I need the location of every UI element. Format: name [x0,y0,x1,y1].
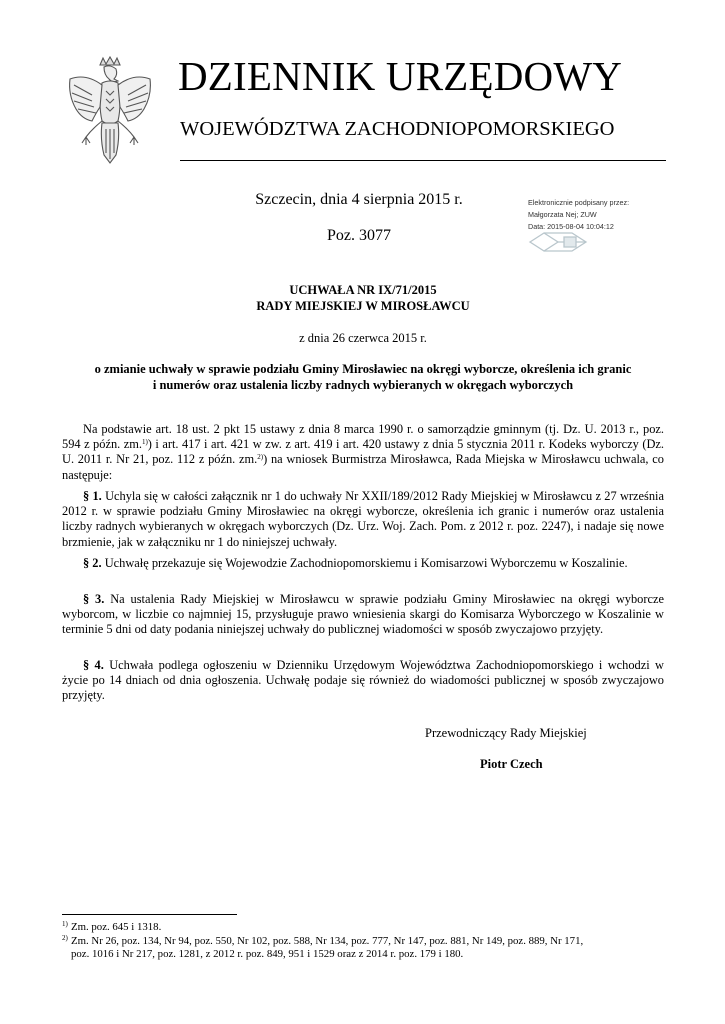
section-2-paragraph [62,556,664,571]
footnote-2-text-line-1: Zm. Nr 26, poz. 134, Nr 94, poz. 550, Nr 102, poz. 588, Nr 134, poz. 777, Nr 147, poz. 881, Nr 149, poz. 889, Nr 171, [71,935,584,947]
resolution-date: z dnia 26 czerwca 2015 r. [299,331,427,345]
footnote-rule [62,914,237,915]
section-4-paragraph [62,658,664,704]
electronic-signature [528,197,678,233]
section-2-label: § 2. [83,556,102,570]
preamble-text-a: Na podstawie art. 18 ust. 2 pkt 15 ustawy z dnia 8 marca 1990 r. o samorządzie gminnym (tj. Dz. U. 2013 r., poz. 594 z późn. zm. [62,422,664,452]
signature-line-2: Małgorzata Nej; ZUW [528,210,597,219]
polish-eagle-emblem-icon [62,55,158,167]
place-date: Szczecin, dnia 4 sierpnia 2015 r. [255,191,463,208]
footnote-ref-2[interactable]: 2) [257,453,264,462]
footnote-ref-1[interactable]: 1) [141,438,148,447]
signature-line-3: Data: 2015-08-04 10:04:12 [528,222,614,231]
footnote-1: $^{1)}$ Zm. poz. 645 i 1318. [62,920,162,933]
resolution-number: UCHWAŁA NR IX/71/2015 [289,283,437,297]
preamble-text-b: ) i art. 417 i art. 421 w zw. z art. 419 i art. 420 ustawy z dnia 5 stycznia 2011 r. Kodeks wyborczy (Dz. U. 2011 r. Nr 21, poz. 112 z późn. zm. [62,437,664,467]
preamble-text-c: ) na wniosek Burmistrza Mirosławca, Rada Miejska w Mirosławcu uchwala, co następuje: [62,452,664,482]
position-number: Poz. 3077 [327,227,391,244]
resolution-title [62,282,664,314]
section-1-paragraph [62,489,664,550]
section-2-text: Uchwałę przekazuje się Wojewodzie Zachodniopomorskiemu i Komisarzowi Wyborczemu w Koszalinie. [101,556,628,570]
section-1-label: § 1. [83,489,102,503]
section-3-paragraph [62,592,664,638]
section-3-label: § 3. [83,592,105,606]
footnote-2-text-line-2: poz. 1016 i Nr 217, poz. 1281, z 2012 r. poz. 849, 951 i 1529 oraz z 2014 r. poz. 179 i 180. [71,948,464,960]
signature-seal-icon [528,230,592,254]
resolution-subject [62,361,664,393]
signatory-role: Przewodniczący Rady Miejskiej [425,726,587,740]
section-4-label: § 4. [83,658,104,672]
footnote-2: $^{2)}$ Zm. Nr 26, poz. 134, Nr 94, poz. 550, Nr 102, poz. 588, Nr 134, poz. 777, Nr 147, poz. 881, Nr 149, poz. 889, Nr 171, poz. 1016 i Nr 217, poz. 1281, z 2012 r. poz. 849, 951 i 1529 oraz z 2014 r. poz. 179 i 180. [62,935,666,961]
footnote-1-text: Zm. poz. 645 i 1318. [71,921,162,933]
subject-line-1: o zmianie uchwały w sprawie podziału Gminy Mirosławiec na okręgi wyborcze, określenia ich granic [94,362,632,376]
section-1-text: Uchyla się w całości załącznik nr 1 do uchwały Nr XXII/189/2012 Rady Miejskiej w Mirosławcu z 27 września 2012 r. w sprawie podziału Gminy Mirosławiec na okręgi wyborcze, określenia ich granic i numerów oraz ustalenia liczby radnych wybieranych w okręgach wyborczych (Dz. Urz. Woj. Zach. Pom. z 2012 r. poz. 2247), i nadaje się nowe brzmienie, jak w załączniku nr 1 do niniejszej uchwały. [62,489,664,549]
resolution-council: RADY MIEJSKIEJ W MIROSŁAWCU [256,299,470,313]
header-rule [180,160,666,161]
preamble-paragraph [62,422,664,483]
signature-line-1: Elektronicznie podpisany przez: [528,198,630,207]
journal-subtitle: WOJEWÓDZTWA ZACHODNIOPOMORSKIEGO [180,118,615,140]
section-3-text: Na ustalenia Rady Miejskiej w Mirosławcu w sprawie podziału Gminy Mirosławiec na okręgi wyborcze wyborcom, w liczbie co najmniej 15, przysługuje prawo wniesienia skargi do Komisarza Wyborczego w Koszalinie w terminie 5 dni od daty podania niniejszej uchwały do publicznej wiadomości w sposób zwyczajowo przyjęty. [62,592,664,637]
signatory-name: Piotr Czech [480,757,543,771]
journal-title: DZIENNIK URZĘDOWY [178,53,623,99]
subject-line-2: i numerów oraz ustalenia liczby radnych wybieranych w okręgach wyborczych [152,378,574,392]
section-4-text: Uchwała podlega ogłoszeniu w Dzienniku Urzędowym Województwa Zachodniopomorskiego i wchodzi w życie po 14 dniach od dnia ogłoszenia. Uchwałę podaje się również do wiadomości publicznej w sposób zwyczajowo przyjęty. [62,658,664,703]
